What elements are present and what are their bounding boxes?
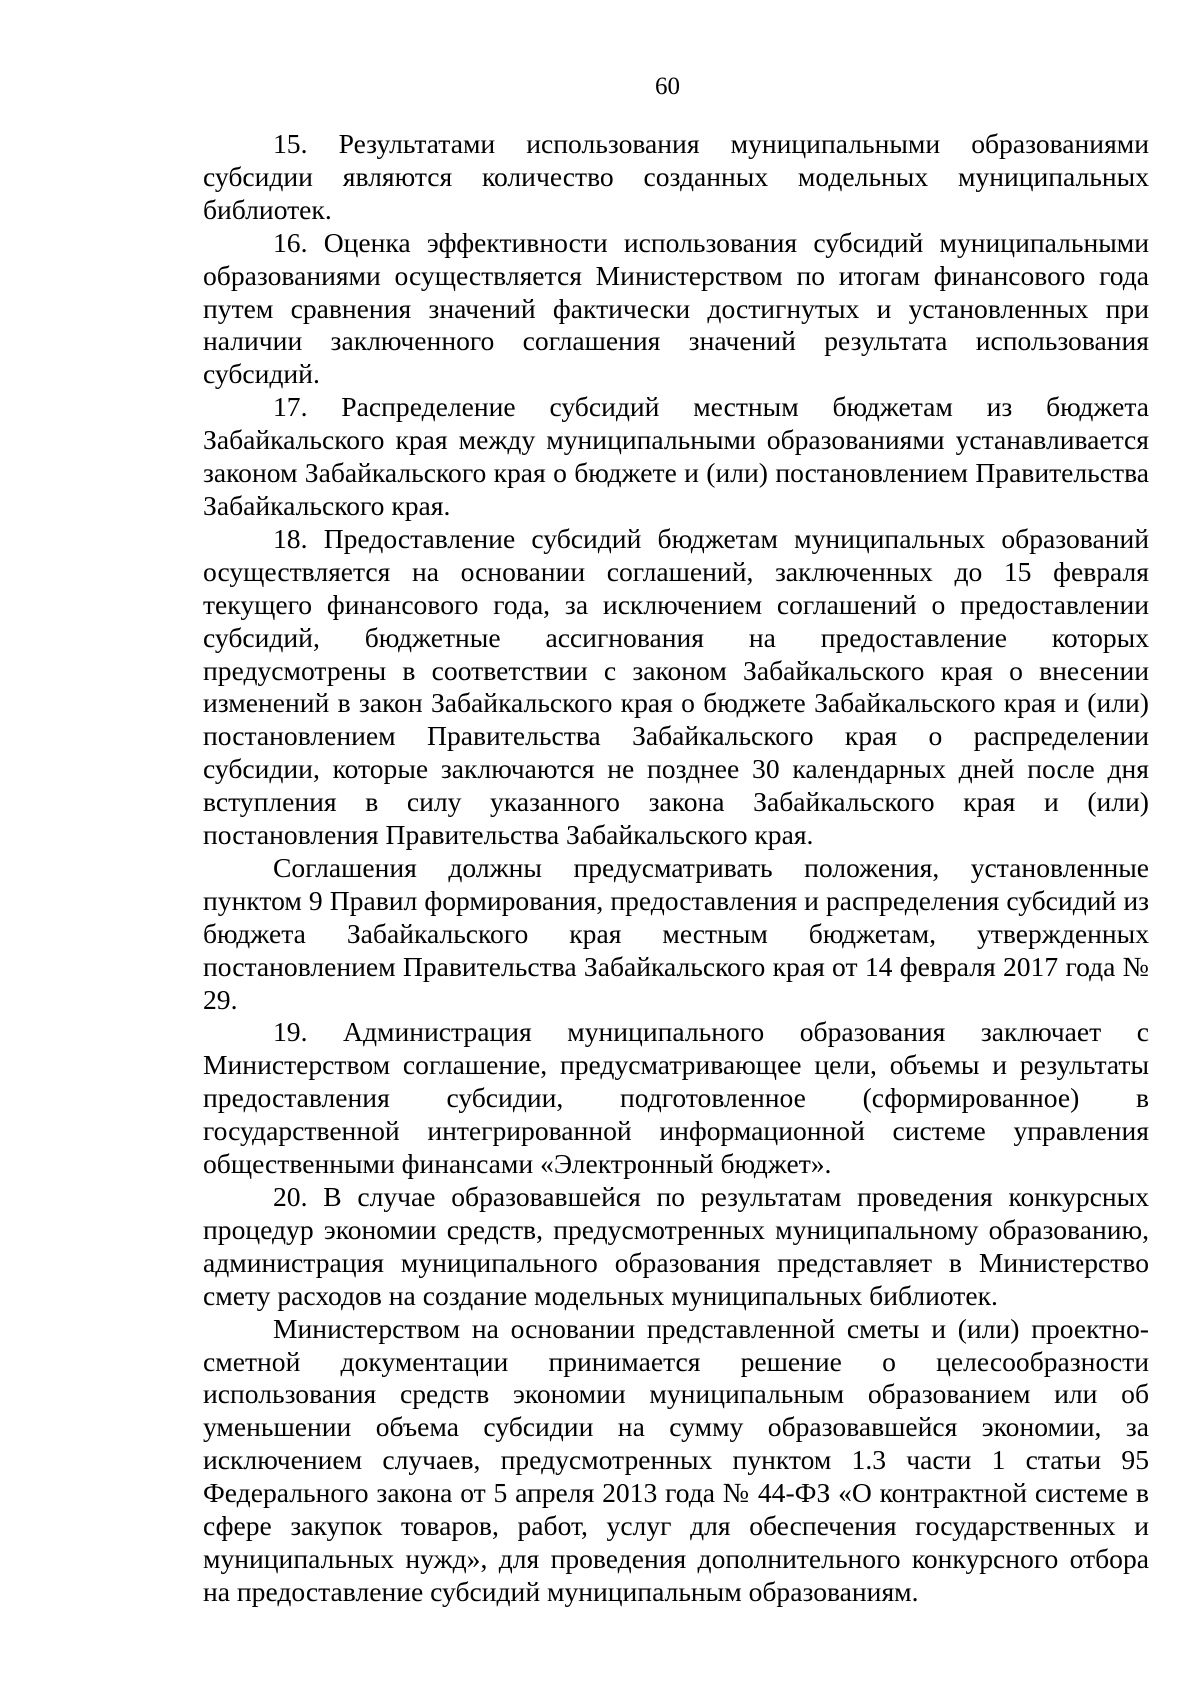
document-body (203, 128, 1149, 1609)
paragraph-19: 19. Администрация муниципального образования заключает с Министерством соглашение, предусматривающее цели, объемы и результаты предоставления субсидии, подготовленное (сформированное) в государственной интегрированной информационной системе управления общественными финансами «Электронный бюджет». (203, 1016, 1149, 1180)
paragraph-17: 17. Распределение субсидий местным бюджетам из бюджета Забайкальского края между муниципальными образованиями устанавливается законом Забайкальского края о бюджете и (или) постановлением Правительства Забайкальского края. (203, 391, 1149, 521)
paragraph-agreements: Соглашения должны предусматривать положения, установленные пунктом 9 Правил формирования, предоставления и распределения субсидий из бюджета Забайкальского края местным бюджетам, утвержденных постановлением Правительства Забайкальского края от 14 февраля 2017 года № 29. (203, 851, 1149, 1015)
paragraph-20: 20. В случае образовавшейся по результатам проведения конкурсных процедур экономии средств, предусмотренных муниципальному образованию, администрация муниципального образования представляет в Министерство смету расходов на создание модельных муниципальных библиотек. (203, 1181, 1149, 1311)
paragraph-15: 15. Результатами использования муниципальными образованиями субсидии являются количество созданных модельных муниципальных библиотек. (203, 128, 1149, 225)
page-number: 60 (655, 73, 680, 100)
paragraph-ministry-decision: Министерством на основании представленной сметы и (или) проектно-сметной документации принимается решение о целесообразности использования средств экономии муниципальным образованием или об уменьшении объема субсидии на сумму образовавшейся экономии, за исключением случаев, предусмотренных пунктом 1.3 части 1 статьи 95 Федерального закона от 5 апреля 2013 года № 44-ФЗ «О контрактной системе в сфере закупок товаров, работ, услуг для обеспечения государственных и муниципальных нужд», для проведения дополнительного конкурсного отбора на предоставление субсидий муниципальным образованиям. (203, 1312, 1149, 1607)
paragraph-18: 18. Предоставление субсидий бюджетам муниципальных образований осуществляется на основании соглашений, заключенных до 15 февраля текущего финансового года, за исключением соглашений о предоставлении субсидий, бюджетные ассигнования на предоставление которых предусмотрены в соответствии с законом Забайкальского края о внесении изменений в закон Забайкальского края о бюджете Забайкальского края и (или) постановлением Правительства Забайкальского края о распределении субсидии, которые заключаются не позднее 30 календарных дней после дня вступления в силу указанного закона Забайкальского края и (или) постановления Правительства Забайкальского края. (203, 522, 1149, 851)
paragraph-16: 16. Оценка эффективности использования субсидий муниципальными образованиями осуществляется Министерством по итогам финансового года путем сравнения значений фактически достигнутых и установленных при наличии заключенного соглашения значений результата использования субсидий. (203, 226, 1149, 390)
